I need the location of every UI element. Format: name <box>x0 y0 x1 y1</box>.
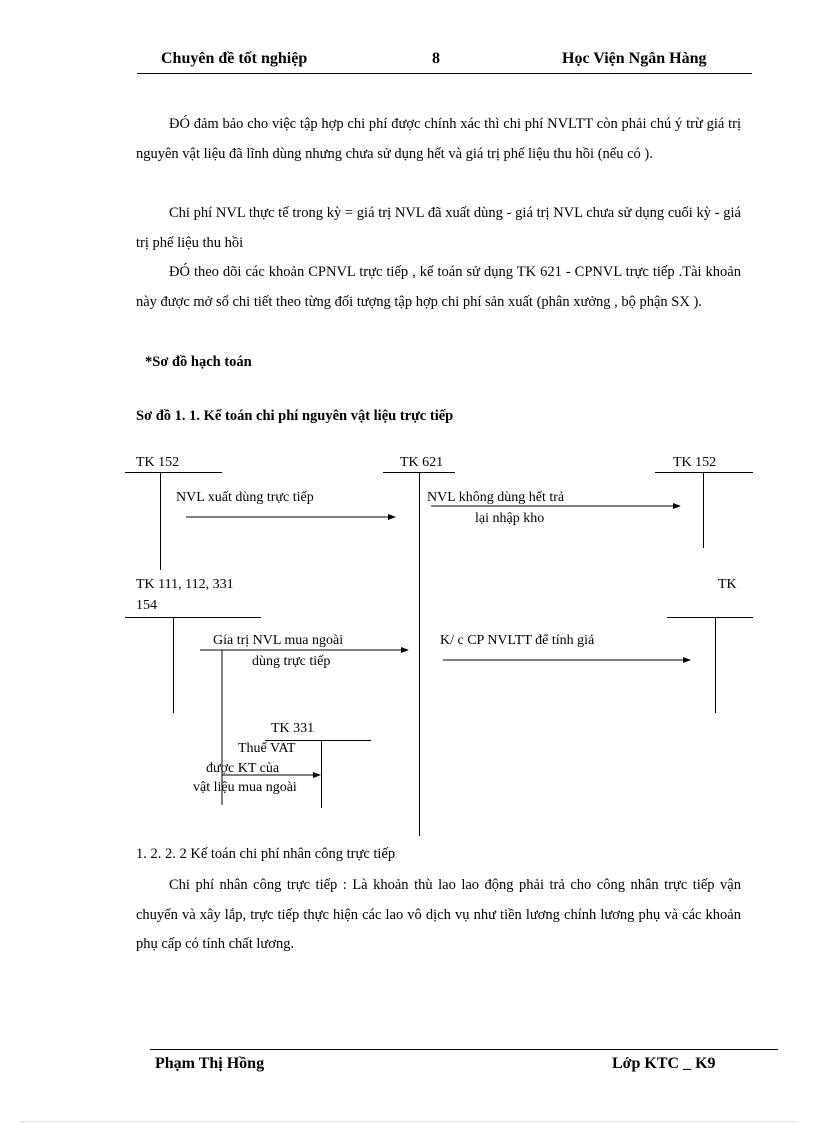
tk331-label: TK 331 <box>271 721 315 736</box>
section-heading: 1. 2. 2. 2 Kế toán chi phí nhân công trực tiếp <box>136 846 396 862</box>
vat-label: vật liệu mua ngoài <box>193 780 297 795</box>
vat-label: Thuế VAT <box>238 741 296 756</box>
tk111-label: TK 111, 112, 331 <box>136 577 234 592</box>
t-account-bar <box>655 472 753 473</box>
footer-rule <box>150 1049 778 1050</box>
arrow-label: dùng trực tiếp <box>252 654 331 669</box>
paragraph: Chi phí nhân công trực tiếp : Là khoản thù lao lao động phải trả cho công nhân trực tiếp vận chuyển và xây lắp, trực tiếp thực hiện các lao vô dịch vụ như tiền lương chính lương phụ và các khoản phụ cấp có tính chất lương. <box>136 877 741 952</box>
tk111-label-cont: 154 <box>136 598 157 613</box>
paragraph: ĐÓ đảm bảo cho việc tập hợp chi phí được chính xác thì chi phí NVLTT còn phải chú ý trừ giá trị nguyên vật liệu đã lĩnh dùng nhưng chưa sử dụng hết và giá trị phế liệu thu hồi (nếu có ). <box>136 116 741 162</box>
scheme-heading: *Sơ đồ hạch toán <box>145 354 252 370</box>
header-institution: Học Viện Ngân Hàng <box>562 50 707 67</box>
vat-label: được KT của <box>206 761 280 776</box>
tk621-label: TK 621 <box>400 455 444 470</box>
page-edge <box>20 1121 796 1122</box>
t-account-stem <box>419 472 420 836</box>
page-number: 8 <box>432 50 440 67</box>
footer-class: Lớp KTC _ K9 <box>612 1055 716 1072</box>
paragraph: Chi phí NVL thực tế trong kỳ = giá trị NVL đã xuất dùng - giá trị NVL chưa sử dụng cuối kỳ - giá trị phế liệu thu hồi <box>136 205 741 251</box>
tk-right-label: TK <box>718 577 737 592</box>
arrow-label: NVL không dùng hết trả <box>427 490 565 505</box>
tk152-right-label: TK 152 <box>673 455 717 470</box>
arrow-label: NVL xuất dùng trực tiếp <box>176 490 314 505</box>
arrow-label: K/ c CP NVLTT để tính giá <box>440 633 595 648</box>
t-account-stem <box>321 740 322 808</box>
header-rule <box>137 73 752 74</box>
t-account-stem <box>173 617 174 713</box>
t-account-bar <box>125 617 261 618</box>
header-title: Chuyên đề tốt nghiệp <box>161 50 308 67</box>
t-account-stem <box>160 472 161 570</box>
tk152-left-label: TK 152 <box>136 455 180 470</box>
footer-author: Phạm Thị Hồng <box>155 1055 265 1072</box>
paragraph: ĐÓ theo dõi các khoản CPNVL trực tiếp , kế toán sử dụng TK 621 - CPNVL trực tiếp .Tài khoản này được mở sổ chi tiết theo từng đối tượng tập hợp chi phí sản xuất (phân xưởng , bộ phận SX ). <box>136 264 741 310</box>
arrow-label: lại nhập kho <box>475 511 545 526</box>
t-account-bar <box>667 617 753 618</box>
arrow-label: Gía trị NVL mua ngoài <box>213 633 344 648</box>
diagram-title: Sơ đồ 1. 1. Kế toán chi phí nguyên vật liệu trực tiếp <box>136 408 454 424</box>
t-account-stem <box>703 472 704 548</box>
t-account-stem <box>715 617 716 713</box>
t-account-bar <box>125 472 222 473</box>
